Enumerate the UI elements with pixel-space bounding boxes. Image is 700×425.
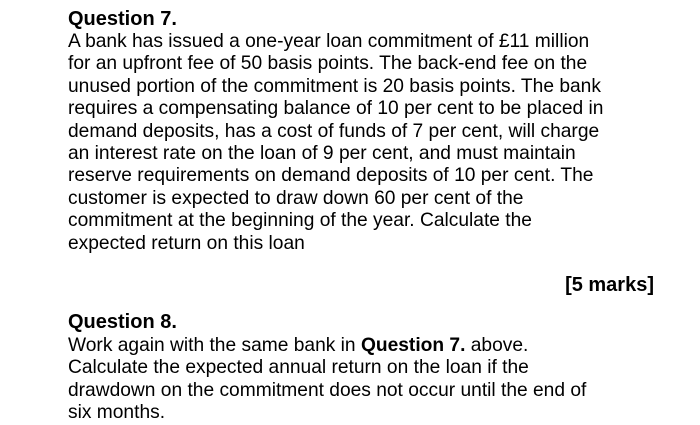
question-8-title: Question 8.	[68, 311, 177, 334]
question-8-line: Calculate the expected annual return on the loan if the	[68, 357, 529, 379]
question-7-title: Question 7.	[68, 8, 177, 30]
question-7-line: requires a compensating balance of 10 per cent to be placed in	[68, 98, 604, 120]
question-8-body	[68, 335, 648, 425]
question-7-line: customer is expected to draw down 60 per cent of the	[68, 187, 524, 209]
question-8-line-post: above.	[465, 335, 529, 357]
question-7-line: unused portion of the commitment is 20 basis points. The bank	[68, 75, 601, 97]
question-8-line-pre: Work again with the same bank in	[68, 335, 361, 357]
question-7-line: demand deposits, has a cost of funds of 7 per cent, will charge	[68, 120, 600, 142]
question-7-marks: [5 marks]	[565, 274, 654, 297]
question-7-line: commitment at the beginning of the year. Calculate the	[68, 210, 532, 232]
question-8-line	[68, 335, 648, 357]
question-7-line: A bank has issued a one-year loan commitment of £11 million	[68, 31, 590, 52]
question-7-line: expected return on this loan	[68, 232, 305, 254]
question-8	[68, 311, 648, 425]
document	[68, 8, 654, 425]
question-7	[68, 8, 654, 297]
question-7-line: reserve requirements on demand deposits of 10 per cent. The	[68, 165, 594, 187]
question-8-line: six months.	[68, 402, 166, 424]
question-7-body	[68, 31, 648, 255]
question-8-line: drawdown on the commitment does not occur until the end of	[68, 379, 587, 401]
question-7-line: an interest rate on the loan of 9 per cent, and must maintain	[68, 143, 576, 165]
question-7-line: for an upfront fee of 50 basis points. The back-end fee on the	[68, 53, 588, 75]
question-7-reference: Question 7.	[360, 335, 466, 357]
